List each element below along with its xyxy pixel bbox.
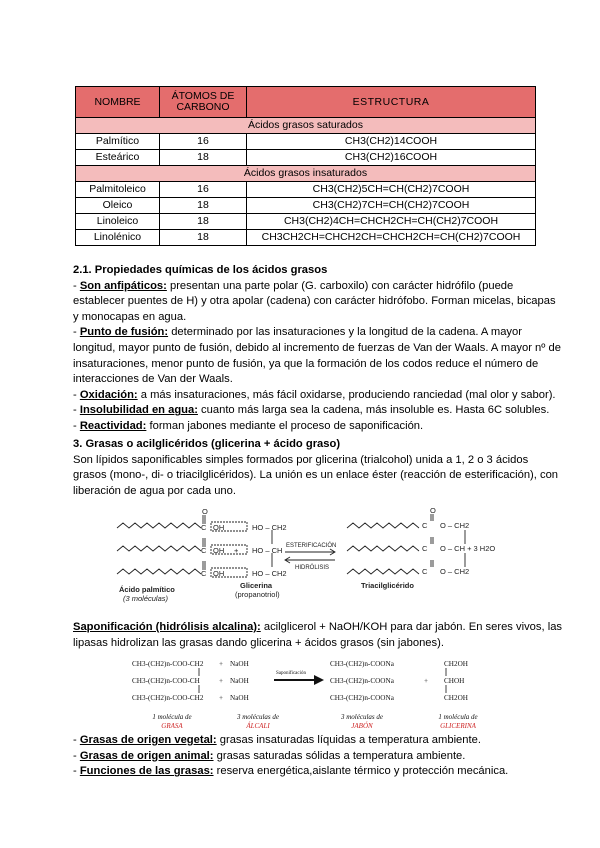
acid-caption: Ácido palmítico — [119, 585, 175, 594]
term-label: Reactividad: — [79, 419, 147, 432]
term-text: grasas saturadas sólidas a temperatura ambiente. — [213, 749, 466, 762]
acid-caption-sub: (3 moléculas) — [123, 594, 169, 603]
term-label: Oxidación: — [79, 388, 138, 401]
ho-ch-label: HO – CH — [252, 546, 283, 555]
carbon-label: C — [422, 544, 428, 553]
cell-name: Linolénico — [76, 230, 160, 246]
soap-formula: CH3-(CH2)n-COONa — [330, 677, 394, 685]
saponification-figure — [132, 656, 502, 736]
bullet-funciones: - Funciones de las grasas: reserva energética,aislante térmico y protección mecánica. — [73, 765, 509, 778]
glycerin-caption-sub: (propanotriol) — [235, 590, 280, 599]
bullet-vegetal: - Grasas de origen vegetal: grasas insaturadas líquidas a temperatura ambiente. — [73, 734, 481, 746]
bullet-fusion: - Punto de fusión: determinado por las insaturaciones y la longitud de la cadena. A mayor longitud, mayor punto de fusión, debido al incremento de fuerzas de Van der Waals. A mayor nº de insaturaciones, menor punto de fusión, ya que la formación de los codos reduce el número de interacciones de Van der Waals. — [73, 326, 561, 386]
table-row — [76, 150, 536, 166]
plus-sign: + — [219, 660, 224, 668]
paragraph — [73, 620, 563, 651]
naoh-label: NaOH — [230, 660, 249, 668]
oh-label: OH — [213, 546, 225, 555]
cell-carbons: 18 — [160, 230, 247, 246]
plus-sign: + — [219, 694, 224, 702]
term-label: Saponificación (hidrólisis alcalina): — [73, 621, 261, 633]
section-row-insaturados — [76, 166, 536, 182]
term-label: Funciones de las grasas: — [79, 765, 214, 778]
header-atomos: ÁTOMOS DE CARBONO — [160, 87, 247, 118]
fat-formula: CH3-(CH2)n-COO-CH2 — [132, 694, 204, 702]
caption-soap: 3 moléculas de — [341, 713, 383, 721]
term-text: presentan una parte polar (G. carboxilo) con carácter hidrófilo (puede establecer puentes de H) y otra apolar (cadena) con carácter hidrófobo. Forman micelas, bicapas y monocapas en agua. — [73, 279, 556, 323]
bullet-insolubilidad: - Insolubilidad en agua: cuanto más larga sea la cadena, más insoluble es. Hasta 6C solubles. — [73, 404, 550, 417]
triglyceride-caption: Triacilglicérido — [361, 581, 414, 590]
carbon-label: C — [201, 523, 207, 532]
esterification-label: ESTERIFICACIÓN — [286, 543, 337, 549]
cell-carbons: 16 — [160, 182, 247, 198]
reaction-arrowhead — [314, 675, 324, 685]
o-ch2-label: O – CH2 — [440, 567, 470, 576]
cell-structure: CH3CH2CH=CHCH2CH=CHCH2CH=CH(CH2)7COOH — [247, 230, 536, 246]
term-text: grasas insaturadas líquidas a temperatura ambiente. — [216, 734, 481, 746]
section-heading: 2.1. Propiedades químicas de los ácidos grasos — [73, 264, 328, 276]
table-row — [76, 214, 536, 230]
section-fat-types — [73, 733, 563, 780]
saponification-diagram — [132, 656, 502, 736]
naoh-label: NaOH — [230, 677, 249, 685]
cell-name: Palmitoleico — [76, 182, 160, 198]
ho-ch2-label: HO – CH2 — [252, 523, 287, 532]
cell-carbons: 18 — [160, 150, 247, 166]
cell-name: Esteárico — [76, 150, 160, 166]
bullet-reactividad: - Reactividad: forman jabones mediante el proceso de saponificación. — [73, 419, 424, 432]
cell-carbons: 16 — [160, 134, 247, 150]
caption-alkali-red: ÁLCALI — [246, 722, 270, 730]
glycerol-formula: CH2OH — [444, 660, 468, 668]
term-text: determinado por las insaturaciones y la longitud de la cadena. A mayor longitud, mayor punto de fusión, debido al incremento de fuerzas de Van der Waals. A mayor nº de insaturaciones, menor punto de fusión, ya que la formación de los codos reduce el número de interacciones de Van der Waals. — [73, 326, 561, 386]
plus-sign: + — [234, 546, 239, 555]
oh-label: OH — [213, 569, 225, 578]
header-estructura: ESTRUCTURA — [247, 87, 536, 118]
ho-ch2-label: HO – CH2 — [252, 569, 287, 578]
table-row — [76, 182, 536, 198]
caption-fat: 1 molécula de — [152, 713, 192, 721]
section-heading: 3. Grasas o acilglicéridos (glicerina + ácido graso) — [73, 438, 341, 450]
glycerin-caption: Glicerina — [240, 581, 273, 590]
carbon-label: C — [201, 546, 207, 555]
cell-structure: CH3(CH2)16COOH — [247, 150, 536, 166]
carbon-label: C — [422, 567, 428, 576]
naoh-label: NaOH — [230, 694, 249, 702]
oxygen-label: O — [202, 507, 208, 516]
cell-structure: CH3(CH2)4CH=CHCH2CH=CH(CH2)7COOH — [247, 214, 536, 230]
caption-fat-red: GRASA — [161, 722, 183, 730]
cell-structure: CH3(CH2)7CH=CH(CH2)7COOH — [247, 198, 536, 214]
table-row — [76, 198, 536, 214]
section-row-saturados — [76, 118, 536, 134]
table-header-row — [76, 87, 536, 118]
cell-carbons: 18 — [160, 214, 247, 230]
hydrolysis-label: HIDRÓLISIS — [295, 565, 330, 571]
term-text: a más insaturaciones, más fácil oxidarse, produciendo ranciedad (mal olor y sabor). — [137, 388, 556, 401]
table-row — [76, 134, 536, 150]
oh-label: OH — [213, 523, 225, 532]
esterification-figure — [115, 506, 515, 606]
term-text: reserva energética,aislante térmico y protección mecánica. — [213, 765, 509, 778]
section-title: Ácidos grasos saturados — [76, 118, 536, 134]
cell-structure: CH3(CH2)5CH=CH(CH2)7COOH — [247, 182, 536, 198]
term-text: forman jabones mediante el proceso de saponificación. — [146, 419, 424, 432]
bullet-anfipaticos: - Son anfipáticos: presentan una parte polar (G. carboxilo) con carácter hidrófilo (puede establecer puentes de H) y otra apolar (cadena) con carácter hidrófobo. Forman micelas, bicapas y monocapas en agua. — [73, 279, 556, 323]
term-label: Son anfipáticos: — [79, 279, 167, 292]
header-nombre: NOMBRE — [76, 87, 160, 118]
term-label: Grasas de origen animal: — [79, 749, 214, 762]
term-label: Insolubilidad en agua: — [79, 404, 198, 417]
term-label: Punto de fusión: — [79, 326, 169, 339]
arrow-label: Saponificación — [276, 671, 306, 676]
term-label: Grasas de origen vegetal: — [79, 734, 217, 746]
o-ch-h2o-label: O – CH + 3 H2O — [440, 544, 496, 553]
carbon-label: C — [422, 521, 428, 530]
soap-formula: CH3-(CH2)n-COONa — [330, 660, 394, 668]
plus-sign: + — [424, 677, 429, 685]
fatty-acids-table — [75, 86, 536, 246]
soap-formula: CH3-(CH2)n-COONa — [330, 694, 394, 702]
cell-name: Palmítico — [76, 134, 160, 150]
plus-sign: + — [219, 677, 224, 685]
section-grasas — [73, 437, 563, 499]
fat-formula: CH3-(CH2)n-COO-CH2 — [132, 660, 204, 668]
term-text: cuanto más larga sea la cadena, más insoluble es. Hasta 6C solubles. — [197, 404, 550, 417]
caption-glycerin-red: GLICERINA — [440, 722, 476, 730]
oxygen-label: O — [430, 506, 436, 515]
cell-name: Oleico — [76, 198, 160, 214]
paragraph: Son lípidos saponificables simples formados por glicerina (trialcohol) unida a 1, 2 o 3 ácidos grasos (mono-, di- o triacilglicéridos). La unión es un enlace éster (reacción de esterificación), con liberación de agua por cada uno. — [73, 453, 559, 497]
table-row — [76, 230, 536, 246]
cell-structure: CH3(CH2)14COOH — [247, 134, 536, 150]
o-ch2-label: O – CH2 — [440, 521, 470, 530]
bullet-animal: - Grasas de origen animal: grasas saturadas sólidas a temperatura ambiente. — [73, 749, 466, 762]
caption-soap-red: JABÓN — [351, 722, 373, 730]
section-title: Ácidos grasos insaturados — [76, 166, 536, 182]
cell-name: Linoleico — [76, 214, 160, 230]
fat-formula: CH3-(CH2)n-COO-CH — [132, 677, 200, 685]
bullet-oxidacion: - Oxidación: a más insaturaciones, más fácil oxidarse, produciendo ranciedad (mal olor y sabor). — [73, 388, 556, 401]
caption-glycerin: 1 molécula de — [438, 713, 478, 721]
esterification-diagram — [115, 506, 515, 606]
glycerol-formula: CHOH — [444, 677, 465, 685]
carbon-label: C — [201, 569, 207, 578]
section-properties — [73, 263, 563, 435]
glycerol-formula: CH2OH — [444, 694, 468, 702]
term-text: acilglicerol + NaOH/KOH para dar jabón. En seres vivos, las lipasas hidrolizan las grasas dando glicerina + ácidos grasos (sin jabones). — [73, 621, 563, 649]
caption-alkali: 3 moléculas de — [237, 713, 279, 721]
section-saponification — [73, 620, 563, 651]
cell-carbons: 18 — [160, 198, 247, 214]
